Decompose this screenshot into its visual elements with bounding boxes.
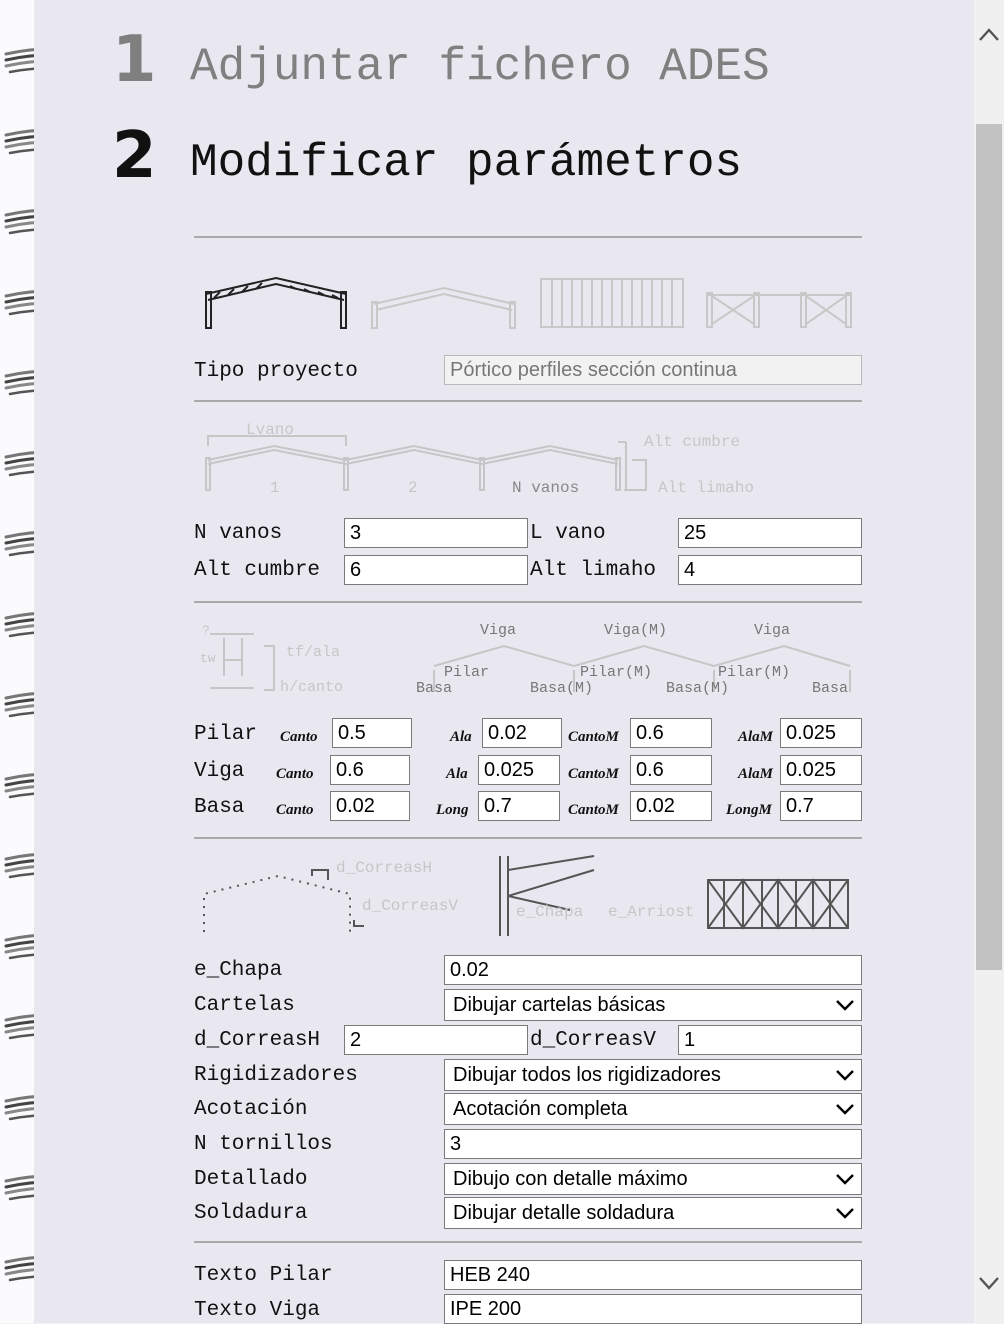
tw-label: tw xyxy=(200,651,216,666)
texto-pilar-input[interactable]: HEB 240 xyxy=(444,1260,862,1290)
texto-pilar-label: Texto Pilar xyxy=(194,1264,333,1287)
chevron-down-icon xyxy=(835,997,855,1013)
project-type-field[interactable]: Pórtico perfiles sección continua xyxy=(444,355,862,385)
divider xyxy=(194,400,862,402)
divider xyxy=(194,601,862,603)
step-2-title[interactable]: Modificar parámetros xyxy=(190,137,743,189)
step-1-title[interactable]: Adjuntar fichero ADES xyxy=(190,41,770,93)
viga-ala-input[interactable]: 0.025 xyxy=(478,755,560,785)
alt-cumbre-label: Alt cumbre xyxy=(194,559,321,582)
bay-2-label: 2 xyxy=(408,479,418,497)
viga2-diagram-label: Viga xyxy=(754,622,791,639)
soldadura-label: Soldadura xyxy=(194,1202,308,1225)
chevron-up-icon[interactable] xyxy=(977,24,1001,46)
pilar-m-diagram-label: Pilar(M) xyxy=(580,664,653,681)
section-profile-diagram xyxy=(194,616,864,700)
viga-m-diagram-label: Viga(M) xyxy=(604,622,668,639)
project-type-portico-icon[interactable] xyxy=(200,272,352,330)
basa-diagram-label: Basa xyxy=(416,680,453,697)
n-tornillos-input[interactable]: 3 xyxy=(444,1129,862,1159)
texto-viga-input[interactable]: IPE 200 xyxy=(444,1294,862,1324)
pilar-ala-label: Ala xyxy=(450,729,472,745)
chevron-down-icon xyxy=(835,1171,855,1187)
soldadura-select-value: Dibujar detalle soldadura xyxy=(453,1202,675,1224)
viga-canto-m-label: CantoM xyxy=(568,766,619,782)
n-vanos-input[interactable]: 3 xyxy=(344,518,528,548)
h-canto-label: h/canto xyxy=(280,679,344,696)
e-chapa-input[interactable]: 0.02 xyxy=(444,955,862,985)
alt-limaho-input[interactable]: 4 xyxy=(678,555,862,585)
viga-canto-m-input[interactable]: 0.6 xyxy=(630,755,712,785)
project-type-label: Tipo proyecto xyxy=(194,360,358,383)
tf-ala-label: tf/ala xyxy=(286,644,341,661)
d-correas-h-input[interactable]: 2 xyxy=(344,1025,528,1055)
cartelas-label: Cartelas xyxy=(194,994,295,1017)
soldadura-select[interactable] xyxy=(444,1197,862,1229)
basa2-diagram-label: Basa xyxy=(812,680,849,697)
rigidizadores-label: Rigidizadores xyxy=(194,1064,358,1087)
chevron-down-icon[interactable] xyxy=(977,1272,1001,1294)
texto-viga-label: Texto Viga xyxy=(194,1299,321,1322)
acotacion-label: Acotación xyxy=(194,1098,308,1121)
pilar-canto-m-input[interactable]: 0.6 xyxy=(630,718,712,748)
n-vanos-diagram-label: N vanos xyxy=(512,479,580,497)
step-1-number: 1 xyxy=(112,23,157,97)
rigidizadores-select-value: Dibujar todos los rigidizadores xyxy=(453,1064,721,1086)
n-tornillos-label: N tornillos xyxy=(194,1133,333,1156)
rigidizadores-select[interactable] xyxy=(444,1059,862,1091)
viga-canto-input[interactable]: 0.6 xyxy=(330,755,410,785)
chevron-down-icon xyxy=(835,1205,855,1221)
project-type-truss-icon[interactable] xyxy=(370,284,520,330)
d-correas-v-diagram-label: d_CorreasV xyxy=(362,897,459,915)
alt-cumbre-diagram-label: Alt cumbre xyxy=(644,433,741,451)
pilar-canto-input[interactable]: 0.5 xyxy=(332,718,412,748)
e-arriost-diagram-label: e_Arriost xyxy=(608,903,695,921)
pilar-ala-m-input[interactable]: 0.025 xyxy=(780,718,862,748)
viga-ala-m-input[interactable]: 0.025 xyxy=(780,755,862,785)
pilar-label: Pilar xyxy=(194,723,258,746)
d-correas-v-input[interactable]: 1 xyxy=(678,1025,862,1055)
pilar-canto-m-label: CantoM xyxy=(568,729,619,745)
basa-label: Basa xyxy=(194,796,245,819)
chevron-down-icon xyxy=(835,1067,855,1083)
project-type-frame-icon[interactable] xyxy=(538,276,686,330)
viga-label: Viga xyxy=(194,760,245,783)
l-vano-label: L vano xyxy=(530,522,606,545)
basa-canto-label: Canto xyxy=(276,802,314,818)
scrollbar-thumb[interactable] xyxy=(976,124,1002,970)
pilar-canto-label: Canto xyxy=(280,729,318,745)
alt-cumbre-input[interactable]: 6 xyxy=(344,555,528,585)
step-2-number: 2 xyxy=(112,119,157,193)
viga-ala-m-label: AlaM xyxy=(738,766,774,782)
basa-canto-m-input[interactable]: 0.02 xyxy=(630,791,712,821)
cartelas-select-value: Dibujar cartelas básicas xyxy=(453,994,666,1016)
d-correas-v-label: d_CorreasV xyxy=(530,1029,657,1052)
viga-ala-label: Ala xyxy=(446,766,468,782)
e-chapa-label: e_Chapa xyxy=(194,959,283,982)
cartelas-select[interactable] xyxy=(444,989,862,1021)
divider xyxy=(194,236,862,238)
pilar-diagram-label: Pilar xyxy=(444,664,490,681)
acotacion-select[interactable] xyxy=(444,1093,862,1125)
detallado-label: Detallado xyxy=(194,1168,308,1191)
divider xyxy=(194,1241,862,1243)
basa-long-m-input[interactable]: 0.7 xyxy=(780,791,862,821)
basa-long-m-label: LongM xyxy=(726,802,772,818)
chevron-down-icon xyxy=(835,1101,855,1117)
n-vanos-label: N vanos xyxy=(194,522,283,545)
divider xyxy=(194,837,862,839)
acotacion-select-value: Acotación completa xyxy=(453,1098,628,1120)
lvano-label: Lvano xyxy=(246,421,295,439)
frame-geometry-diagram xyxy=(194,414,794,504)
notebook-spiral-binding xyxy=(0,0,36,1323)
basa-long-input[interactable]: 0.7 xyxy=(478,791,560,821)
e-chapa-diagram-label: e_Chapa xyxy=(516,903,584,921)
bay-1-label: 1 xyxy=(270,479,280,497)
basa-m2-diagram-label: Basa(M) xyxy=(666,680,730,697)
detallado-select[interactable] xyxy=(444,1163,862,1195)
pilar-ala-m-label: AlaM xyxy=(738,729,774,745)
basa-long-label: Long xyxy=(436,802,469,818)
alt-limaho-label: Alt limaho xyxy=(530,559,657,582)
vertical-scrollbar[interactable] xyxy=(974,0,1004,1323)
basa-canto-m-label: CantoM xyxy=(568,802,619,818)
alt-limaho-diagram-label: Alt limaho xyxy=(658,479,755,497)
l-vano-input[interactable]: 25 xyxy=(678,518,862,548)
svg-text:?: ? xyxy=(202,623,210,638)
basa-m-diagram-label: Basa(M) xyxy=(530,680,594,697)
pilar-ala-input[interactable]: 0.02 xyxy=(482,718,562,748)
details-diagram xyxy=(194,850,860,940)
basa-canto-input[interactable]: 0.02 xyxy=(330,791,410,821)
viga-diagram-label: Viga xyxy=(480,622,517,639)
viga-canto-label: Canto xyxy=(276,766,314,782)
pilar-m2-diagram-label: Pilar(M) xyxy=(718,664,791,681)
d-correas-h-diagram-label: d_CorreasH xyxy=(336,859,433,877)
detallado-select-value: Dibujo con detalle máximo xyxy=(453,1168,688,1190)
project-type-bracing-icon[interactable] xyxy=(704,290,854,330)
d-correas-h-label: d_CorreasH xyxy=(194,1029,321,1052)
